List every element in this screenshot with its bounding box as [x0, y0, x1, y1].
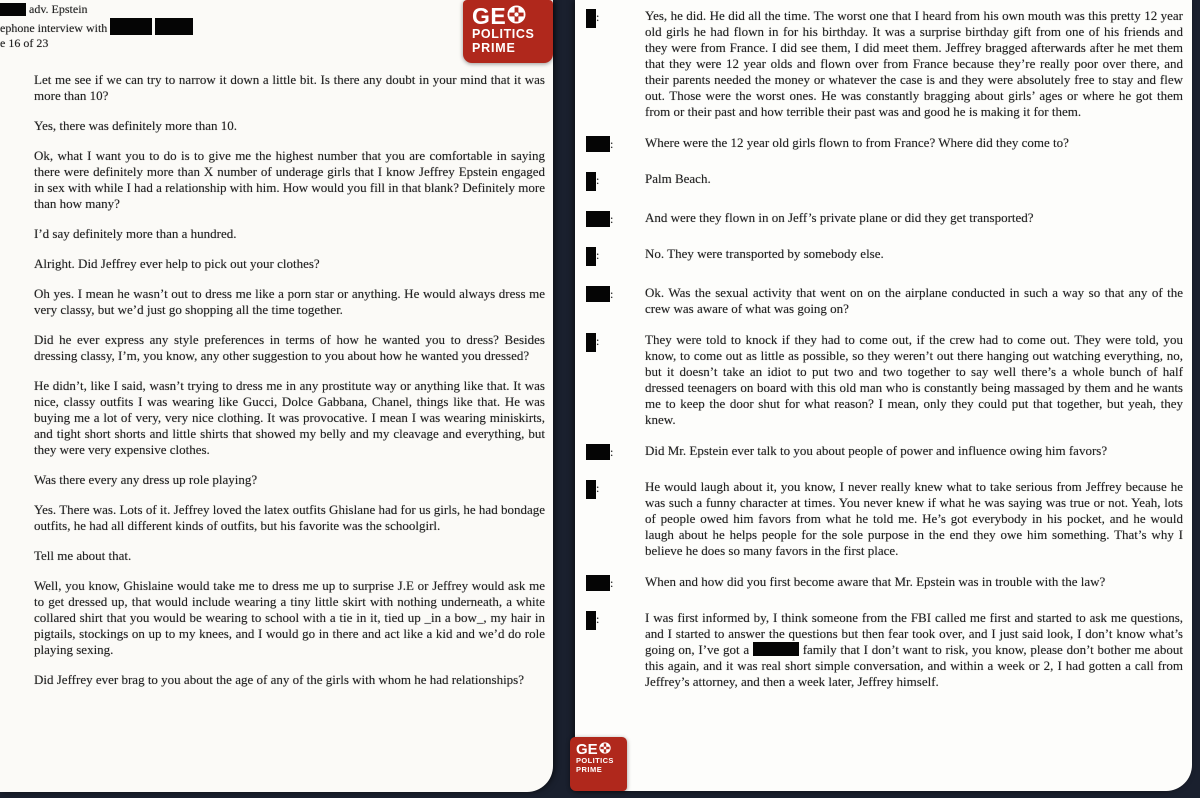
- transcript-paragraph: Alright. Did Jeffrey ever help to pick out your clothes?: [34, 255, 320, 271]
- transcript-paragraph: Was there every any dress up role playing?: [34, 471, 258, 487]
- logo-ge-text: GE: [576, 740, 598, 758]
- speaker-redaction-box: [586, 9, 596, 28]
- transcript-paragraph: Did Jeffrey ever brag to you about the age of any of the girls with whom he had relationships?: [34, 671, 525, 687]
- transcript-entry: [586, 443, 1183, 464]
- logo-line-geo: [472, 5, 553, 27]
- transcript-paragraph: Well, you know, Ghislaine would take me to dress me up to surprise J.E or Jeffrey would ask me to get dressed up, that would include wearing a tiny little skirt with nothing underneath, a white collared shirt that you would be wearing to school with a tie in it, tied up _in a bow_, my hair in pigtails, stockings on up to my knees, and I would go in there and act like a kid and we’d do role playing sexing.: [34, 577, 545, 657]
- speaker-colon: :: [610, 445, 614, 459]
- geopolitics-prime-logo-small: [570, 737, 627, 791]
- speaker-redaction-box: [586, 247, 596, 266]
- transcript-entry: [586, 574, 1183, 595]
- transcript-left-body: [0, 52, 553, 688]
- entry-text: Palm Beach.: [645, 171, 711, 186]
- entry-text: And were they flown in on Jeff’s private plane or did they get transported?: [645, 210, 1034, 225]
- transcript-entry: [586, 246, 1183, 270]
- logo-politics-text: POLITICS: [576, 756, 614, 765]
- transcript-entry: [586, 610, 1183, 690]
- transcript-paragraph: Ok, what I want you to do is to give me the highest number that you are comfortable in saying there were definitely more than X number of underage girls that I know Jeffrey Epstein engaged in sex with while I had a relationship with him. How would you fill in that blank? Definitely more than how many?: [34, 147, 545, 211]
- entry-text: Ok. Was the sexual activity that went on on the airplane conducted in such a way so that any of the crew was aware of what was going on?: [645, 285, 1183, 316]
- speaker-redaction-box: [586, 480, 596, 499]
- transcript-paragraph: I’d say definitely more than a hundred.: [34, 225, 237, 241]
- speaker-column: [586, 246, 645, 270]
- geopolitics-prime-logo: [463, 0, 553, 63]
- speaker-colon: :: [596, 481, 600, 495]
- entry-text: They were told to knock if they had to come out, if the crew had to come out. They were told, you know, to come out as little as possible, so they weren’t out there hanging out watching everything, no, but it doesn’t take an idiot to put two and two together to say well there’s a whole bunch of half dressed teenagers on board with this old man who is constantly being massaged by them and he wants me to keep the door shut for what reason? I mean, only they could put that together, but yeah, they knew.: [645, 332, 1183, 427]
- speaker-redaction-box: [586, 211, 610, 227]
- entry-text: I was first informed by, I think someone from the FBI called me first and started to ask me questions, and I started to answer the questions but then fear took over, and I just said look, I don’t know what’s going on, I’ve got a family that I don’t want to risk, you know, please don’t bother me about this again, and it was real short simple conversation, and within a week or 2, I had gotten a call from Jeffrey’s attorney, and then a week later, Jeffrey himself.: [645, 610, 1183, 689]
- transcript-entry: [586, 8, 1183, 120]
- speaker-colon: :: [610, 212, 614, 226]
- compass-plus-icon: [599, 742, 611, 757]
- transcript-entry: [586, 479, 1183, 559]
- transcript-paragraph: Did he ever express any style preferences in terms of how he wanted you to dress? Besides dressing classy, I’m, you know, any other suggestion to you about how he wanted you dressed?: [34, 331, 545, 363]
- speaker-colon: :: [610, 287, 614, 301]
- speaker-colon: :: [610, 137, 614, 151]
- speaker-redaction-box: [586, 575, 610, 591]
- speaker-redaction-box: [586, 172, 596, 191]
- transcript-paragraph: Tell me about that.: [34, 547, 132, 563]
- transcript-page-left: [0, 0, 553, 792]
- header-redaction-box: [110, 18, 152, 35]
- entry-text: He would laugh about it, you know, I never really knew what to take serious from Jeffrey because he was such a funny character at times. You never knew if what he was saying was true or not. Yeah, lots of people owed him favors from what he told me. He’s got everybody in his pocket, and he would laugh about he helps people for the sole purpose in the end they owe him something. That’s why I believe he does so many favors in the first place.: [645, 479, 1183, 558]
- speaker-column: [586, 610, 645, 690]
- speaker-colon: :: [596, 612, 600, 626]
- compass-plus-icon: [507, 5, 526, 27]
- speaker-column: [586, 443, 645, 464]
- transcript-paragraph: Yes. There was. Lots of it. Jeffrey loved the latex outfits Ghislane had for us girls, he had bondage outfits, he had all different kinds of outfits, but his favorite was the schoolgirl.: [34, 501, 545, 533]
- entry-text: Where were the 12 year old girls flown to from France? Where did they come to?: [645, 135, 1069, 150]
- speaker-colon: :: [596, 334, 600, 348]
- header-line: e 16 of 23: [0, 36, 49, 50]
- transcript-entry: [586, 332, 1183, 428]
- transcript-paragraph: Let me see if we can try to narrow it down a little bit. Is there any doubt in your mind that it was more than 10?: [34, 71, 545, 103]
- transcript-entry: [586, 210, 1183, 231]
- transcript-paragraph: Yes, there was definitely more than 10.: [34, 117, 238, 133]
- header-line: ephone interview with: [0, 18, 553, 37]
- transcript-right-body: [575, 0, 1192, 690]
- speaker-colon: :: [596, 173, 600, 187]
- speaker-redaction-box: [586, 333, 596, 352]
- speaker-column: [586, 285, 645, 317]
- logo-line-geo: [576, 742, 627, 757]
- logo-prime-text: PRIME: [576, 764, 603, 774]
- speaker-column: [586, 210, 645, 231]
- speaker-redaction-box: [586, 136, 610, 152]
- speaker-redaction-box: [586, 611, 596, 630]
- speaker-column: [586, 574, 645, 595]
- logo-ge-text: GE: [472, 3, 507, 29]
- speaker-column: [586, 135, 645, 156]
- speaker-column: [586, 332, 645, 428]
- transcript-entry: [586, 135, 1183, 156]
- entry-text: No. They were transported by somebody else.: [645, 246, 884, 261]
- speaker-column: [586, 479, 645, 559]
- speaker-column: [586, 8, 645, 120]
- speaker-redaction-box: [586, 444, 610, 460]
- speaker-colon: :: [596, 10, 600, 24]
- speaker-redaction-box: [586, 286, 610, 302]
- transcript-paragraph: Oh yes. I mean he wasn’t out to dress me like a porn star or anything. He would always dress me very classy, but we’d just go shopping all the time together.: [34, 285, 545, 317]
- speaker-colon: :: [596, 248, 600, 262]
- logo-politics-text: POLITICS: [472, 27, 535, 41]
- transcript-paragraph: He didn’t, like I said, wasn’t trying to dress me in any prostitute way or anything like that. It was nice, classy outfits I was wearing like Gucci, Dolce Gabbana, Chanel, things like that. He was buying me a lot of very, very nice clothing. It was provocative. I mean I was wearing miniskirts, and tight short shorts and little shirts that showed my belly and my cleavage and everything, but they were very expensive clothes.: [34, 377, 545, 457]
- transcript-entry: [586, 171, 1183, 195]
- inline-redaction: [753, 642, 799, 656]
- entry-text: Yes, he did. He did all the time. The worst one that I heard from his own mouth was this pretty 12 year old girls he had flown in for his birthday. It was a surprise birthday gift from one of his friends and they were from France. I did see them, I did meet them. Jeffrey bragged afterwards after he met them that they were 12 year olds and flown over from France because they’re really poor over there, and their parents needed the money or whatever the case is and they were absolutely free to stay and flew out. Those were the worst ones. He was constantly bragging about girls’ ages or where he got them from or their past and how terrible their past was and good he is making it for them.: [645, 8, 1183, 119]
- header-redaction-box: [155, 18, 193, 35]
- header-redaction-box: [0, 3, 26, 16]
- entry-text: When and how did you first become aware that Mr. Epstein was in trouble with the law?: [645, 574, 1106, 589]
- transcript-page-right: [575, 0, 1192, 791]
- transcript-entry: [586, 285, 1183, 317]
- header-line: adv. Epstein: [0, 2, 553, 18]
- entry-text: Did Mr. Epstein ever talk to you about people of power and influence owing him favors?: [645, 443, 1108, 458]
- logo-prime-text: PRIME: [472, 41, 516, 55]
- speaker-column: [586, 171, 645, 195]
- speaker-colon: :: [610, 576, 614, 590]
